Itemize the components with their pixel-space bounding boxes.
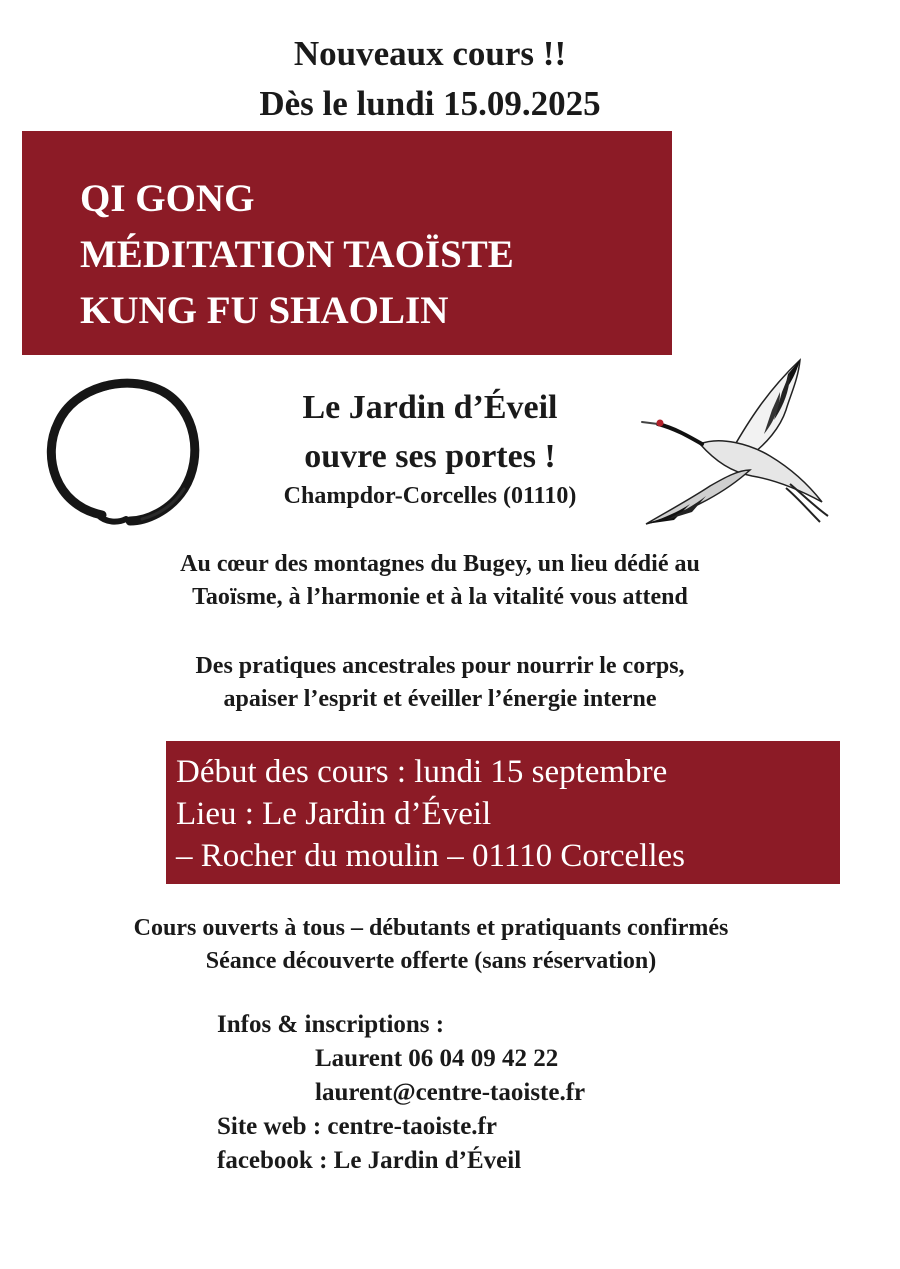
headline-new-courses: Nouveaux cours !! bbox=[293, 34, 567, 73]
venue-location: Champdor-Corcelles (01110) bbox=[283, 483, 577, 509]
contact-heading: Infos & inscriptions : bbox=[217, 1011, 445, 1038]
description-line: apaiser l’esprit et éveiller l’énergie interne bbox=[223, 686, 657, 712]
course-start: Début des cours : lundi 15 septembre bbox=[176, 754, 668, 790]
disciplines-banner bbox=[22, 131, 672, 355]
audience-line: Cours ouverts à tous – débutants et pratiquants confirmés bbox=[133, 915, 729, 941]
contact-website: Site web : centre-taoiste.fr bbox=[217, 1113, 497, 1140]
description-line: Taoïsme, à l’harmonie et à la vitalité vous attend bbox=[192, 584, 688, 610]
enso-circle-icon bbox=[34, 365, 204, 535]
course-address: – Rocher du moulin – 01110 Corcelles bbox=[176, 838, 685, 874]
description-paragraph-2 bbox=[0, 650, 880, 716]
discipline-meditation: MÉDITATION TAOÏSTE bbox=[80, 233, 514, 276]
contact-facebook: facebook : Le Jardin d’Éveil bbox=[217, 1147, 522, 1174]
contact-phone: Laurent 06 04 09 42 22 bbox=[315, 1045, 559, 1072]
discipline-kung-fu: KUNG FU SHAOLIN bbox=[80, 289, 449, 332]
description-paragraph-1 bbox=[0, 548, 880, 614]
contact-block bbox=[217, 1008, 585, 1178]
description-line: Des pratiques ancestrales pour nourrir le corps, bbox=[195, 653, 685, 679]
details-banner bbox=[166, 741, 840, 884]
description-line: Au cœur des montagnes du Bugey, un lieu dédié au bbox=[180, 551, 700, 577]
venue-tagline: ouvre ses portes ! bbox=[304, 438, 556, 475]
course-location: Lieu : Le Jardin d’Éveil bbox=[176, 796, 492, 832]
discipline-qi-gong: QI GONG bbox=[80, 177, 255, 220]
audience-line: Séance découverte offerte (sans réservation) bbox=[205, 948, 657, 974]
audience-info bbox=[0, 912, 862, 978]
headline-start-date: Dès le lundi 15.09.2025 bbox=[259, 84, 601, 123]
contact-email: laurent@centre-taoiste.fr bbox=[315, 1079, 586, 1106]
venue-name: Le Jardin d’Éveil bbox=[302, 389, 558, 426]
